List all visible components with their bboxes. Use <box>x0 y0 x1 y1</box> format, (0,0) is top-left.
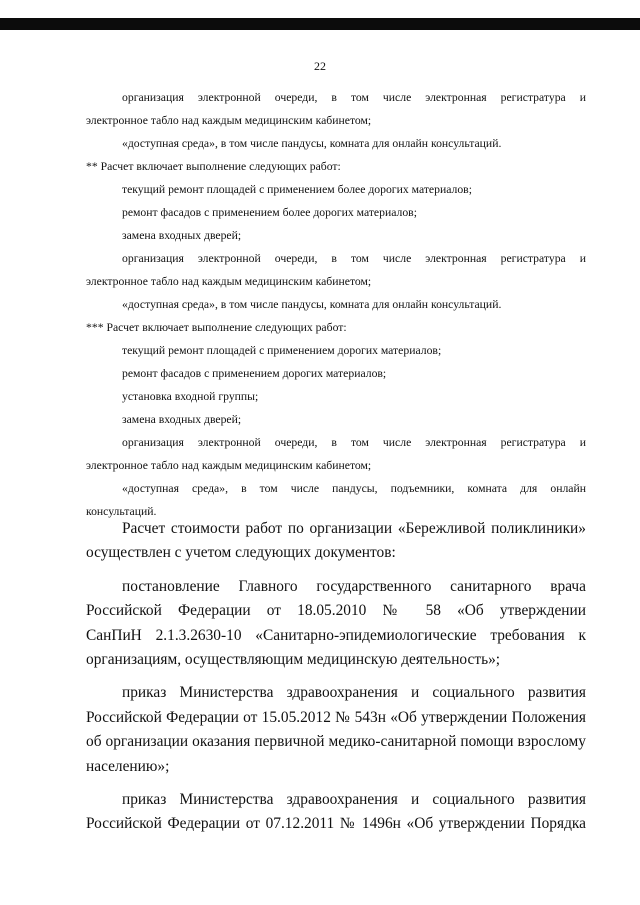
body-line: об организации оказания первичной медико-санитарной помощи взрослому <box>86 733 586 751</box>
note-line: замена входных дверей; <box>122 229 242 242</box>
note-line: консультаций. <box>86 505 157 518</box>
body-line: Российской Федерации от 15.05.2012 № 543н «Об утверждении Положения <box>86 708 586 726</box>
footnote-heading-3: *** Расчет включает выполнение следующих работ: <box>86 321 347 334</box>
note-line: ремонт фасадов с применением более дорогих материалов; <box>122 206 417 219</box>
note-line: текущий ремонт площадей с применением дорогих материалов; <box>122 344 442 357</box>
note-line: замена входных дверей; <box>122 413 242 426</box>
body-line: Российской Федерации от 07.12.2011 № 1496н «Об утверждении Порядка <box>86 815 586 833</box>
note-line: «доступная среда», в том числе пандусы, подъемники, комната для онлайн <box>122 482 586 495</box>
note-line: установка входной группы; <box>122 390 259 403</box>
note-line: ремонт фасадов с применением дорогих материалов; <box>122 367 387 380</box>
body-line: СанПиН 2.1.3.2630-10 «Санитарно-эпидемиологические требования к <box>86 626 586 644</box>
top-border-bar <box>0 18 640 30</box>
body-line: постановление Главного государственного санитарного врача <box>122 577 586 595</box>
body-line: осуществлен с учетом следующих документов: <box>86 544 396 562</box>
note-line: текущий ремонт площадей с применением более дорогих материалов; <box>122 183 472 196</box>
body-line: Расчет стоимости работ по организации «Бережливой поликлиники» <box>122 520 586 537</box>
note-line: электронное табло над каждым медицинским кабинетом; <box>86 114 372 127</box>
note-line: организация электронной очереди, в том числе электронная регистратура и <box>122 436 586 449</box>
footnotes-block <box>86 86 586 523</box>
note-line: организация электронной очереди, в том числе электронная регистратура и <box>122 91 586 104</box>
body-line: приказ Министерства здравоохранения и социального развития <box>122 791 586 809</box>
note-line: «доступная среда», в том числе пандусы, комната для онлайн консультаций. <box>122 298 502 311</box>
body-text <box>86 517 586 837</box>
note-line: электронное табло над каждым медицинским кабинетом; <box>86 275 372 288</box>
page-number: 22 <box>314 59 326 73</box>
note-line: электронное табло над каждым медицинским кабинетом; <box>86 459 372 472</box>
note-line: организация электронной очереди, в том числе электронная регистратура и <box>122 252 586 265</box>
body-line: Российской Федерации от 18.05.2010 № 58 «Об утверждении <box>86 602 586 620</box>
footnote-heading-2: ** Расчет включает выполнение следующих работ: <box>86 160 341 173</box>
note-line: «доступная среда», в том числе пандусы, комната для онлайн консультаций. <box>122 137 502 150</box>
body-line: организациям, осуществляющим медицинскую деятельность»; <box>86 651 501 669</box>
body-line: населению»; <box>86 757 170 775</box>
body-line: приказ Министерства здравоохранения и социального развития <box>122 684 586 702</box>
